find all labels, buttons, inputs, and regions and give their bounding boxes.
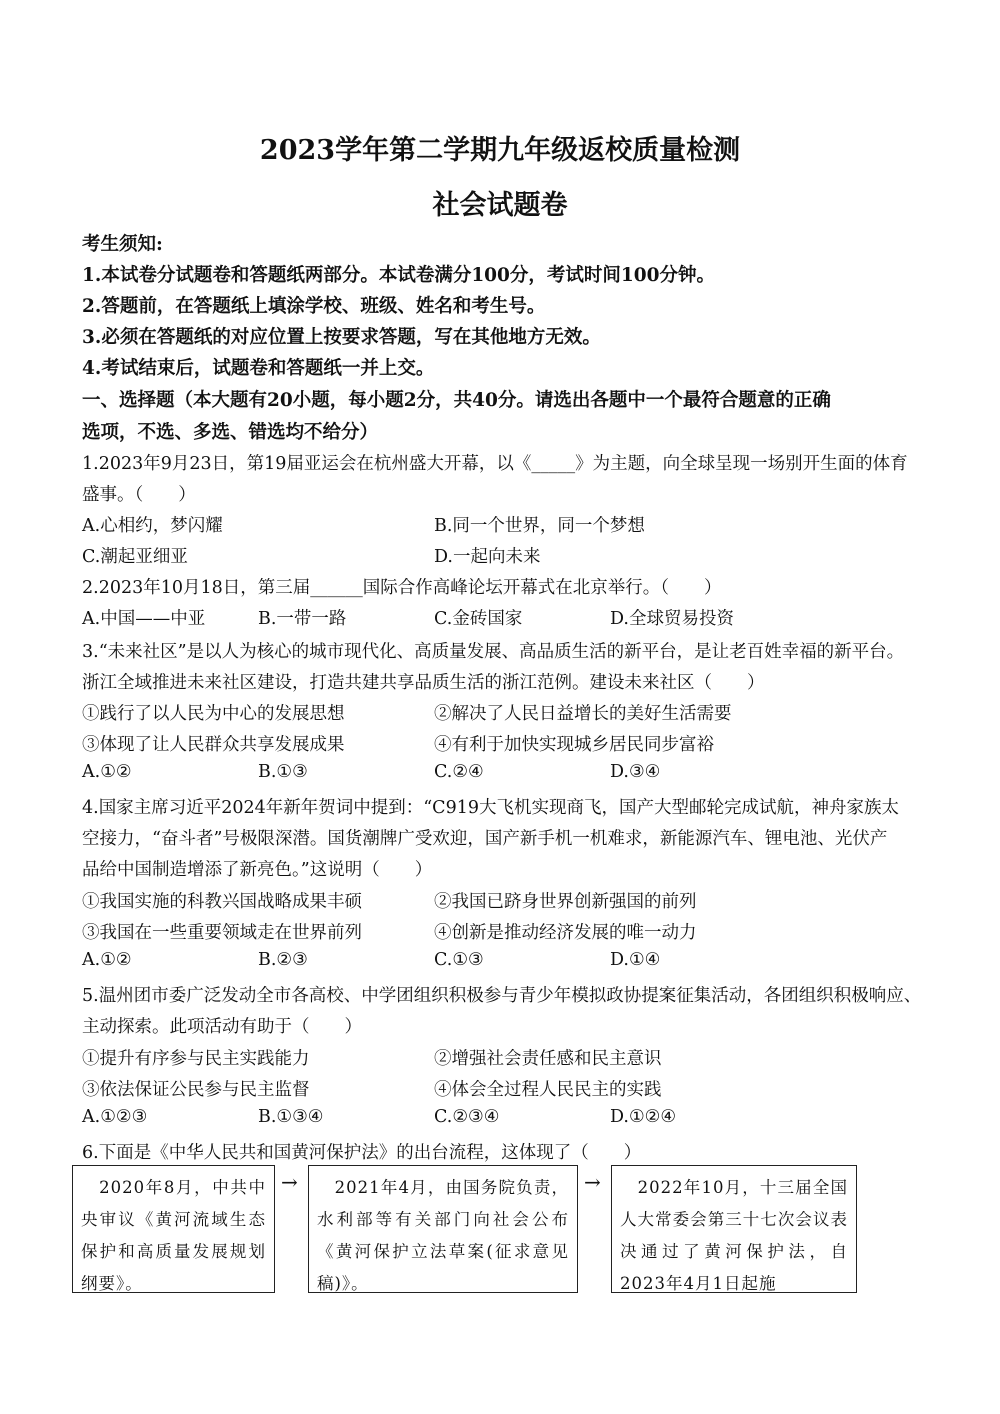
exam-subtitle: 社会试题卷 [432,190,568,221]
question-6-stem: 6.下面是《中华人民共和国黄河保护法》的出台流程，这体现了（ ） [82,1143,642,1163]
question-1-option-c: C.潮起亚细亚 [82,547,188,567]
notice-item: 2.答题前，在答题纸上填涂学校、班级、姓名和考生号。 [82,296,546,317]
notice-heading: 考生须知: [82,234,163,255]
question-5-option-c: C.②③④ [434,1107,500,1127]
question-3-stem: 浙江全域推进未来社区建设，打造共建共享品质生活的浙江范例。建设未来社区（ ） [82,673,765,693]
question-4-statement: ②我国已跻身世界创新强国的前列 [434,892,697,912]
question-5-stem: 5.温州团市委广泛发动全市各高校、中学团组织积极参与青少年模拟政协提案征集活动，各团组织积极响应、 [82,986,922,1006]
question-1-option-d: D.一起向未来 [434,547,541,567]
question-3-statement: ②解决了人民日益增长的美好生活需要 [434,704,732,724]
flow-box-2020 [72,1165,275,1293]
flow-box-text: 2022年10月，十三届全国人大常委会第三十七次会议表决通过了黄河保护法，自2023年4月1日起施 [620,1178,848,1293]
question-4-stem: 品给中国制造增添了新亮色。”这说明（ ） [82,860,433,880]
question-2-option-b: B.一带一路 [258,609,347,629]
question-2-option-a: A.中国——中亚 [82,609,206,629]
question-4-option-a: A.①② [82,950,132,970]
question-5-option-d: D.①②④ [610,1107,677,1127]
flow-box-2022 [611,1165,857,1293]
flow-box-text: 2021年4月，由国务院负责，水利部等有关部门向社会公布《黄河保护立法草案(征求意见稿)》。 [317,1178,569,1293]
question-1-option-b: B.同一个世界，同一个梦想 [434,516,645,536]
flow-box-2021 [308,1165,578,1293]
question-4-option-c: C.①③ [434,950,484,970]
question-4-statement: ③我国在一些重要领域走在世界前列 [82,923,362,943]
question-5-option-a: A.①②③ [82,1107,148,1127]
question-5-statement: ③依法保证公民参与民主监督 [82,1080,310,1100]
question-2-option-c: C.金砖国家 [434,609,523,629]
question-3-option-c: C.②④ [434,762,484,782]
question-5-statement: ④体会全过程人民民主的实践 [434,1080,662,1100]
question-2-option-d: D.全球贸易投资 [610,609,734,629]
question-4-stem: 4.国家主席习近平2024年新年贺词中提到：“C919大飞机实现商飞，国产大型邮轮完成试航，神舟家族太 [82,798,899,818]
question-4-option-d: D.①④ [610,950,661,970]
flow-box-text: 2020年8月，中共中央审议《黄河流域生态保护和高质量发展规划纲要》。 [81,1178,266,1293]
question-5-statement: ②增强社会责任感和民主意识 [434,1049,662,1069]
question-4-statement: ①我国实施的科教兴国战略成果丰硕 [82,892,362,912]
question-1-stem: 1.2023年9月23日，第19届亚运会在杭州盛大开幕，以《_____》为主题，向全球呈现一场别开生面的体育 [82,454,908,474]
notice-item: 3.必须在答题纸的对应位置上按要求答题，写在其他地方无效。 [82,327,601,348]
question-5-stem: 主动探索。此项活动有助于（ ） [82,1017,362,1037]
question-3-stem: 3.“未来社区”是以人为核心的城市现代化、高质量发展、高品质生活的新平台，是让老百姓幸福的新平台。 [82,642,905,662]
exam-title: 2023学年第二学期九年级返校质量检测 [259,135,741,166]
question-4-option-b: B.②③ [258,950,308,970]
question-4-statement: ④创新是推动经济发展的唯一动力 [434,923,697,943]
question-3-option-b: B.①③ [258,762,308,782]
question-4-stem: 空接力，“奋斗者”号极限深潜。国货潮牌广受欢迎，国产新手机一机难求，新能源汽车、锂电池、光伏产 [82,829,888,849]
notice-item: 4.考试结束后，试题卷和答题纸一并上交。 [82,358,435,379]
question-5-statement: ①提升有序参与民主实践能力 [82,1049,310,1069]
arrow-right-icon: → [584,1170,601,1194]
section-heading: 选项，不选、多选、错选均不给分） [82,422,379,443]
arrow-right-icon: → [281,1170,298,1194]
notice-item: 1.本试卷分试题卷和答题纸两部分。本试卷满分100分，考试时间100分钟。 [82,265,716,286]
question-3-statement: ①践行了以人民为中心的发展思想 [82,704,345,724]
question-3-statement: ④有利于加快实现城乡居民同步富裕 [434,735,714,755]
question-3-statement: ③体现了让人民群众共享发展成果 [82,735,345,755]
section-heading: 一、选择题（本大题有20小题，每小题2分，共40分。请选出各题中一个最符合题意的正确 [82,390,831,411]
question-1-stem: 盛事。（ ） [82,485,196,505]
question-3-option-a: A.①② [82,762,132,782]
question-2-stem: 2.2023年10月18日，第三届______国际合作高峰论坛开幕式在北京举行。（ ） [82,578,722,598]
question-3-option-d: D.③④ [610,762,661,782]
question-1-option-a: A.心相约，梦闪耀 [82,516,223,536]
question-5-option-b: B.①③④ [258,1107,324,1127]
